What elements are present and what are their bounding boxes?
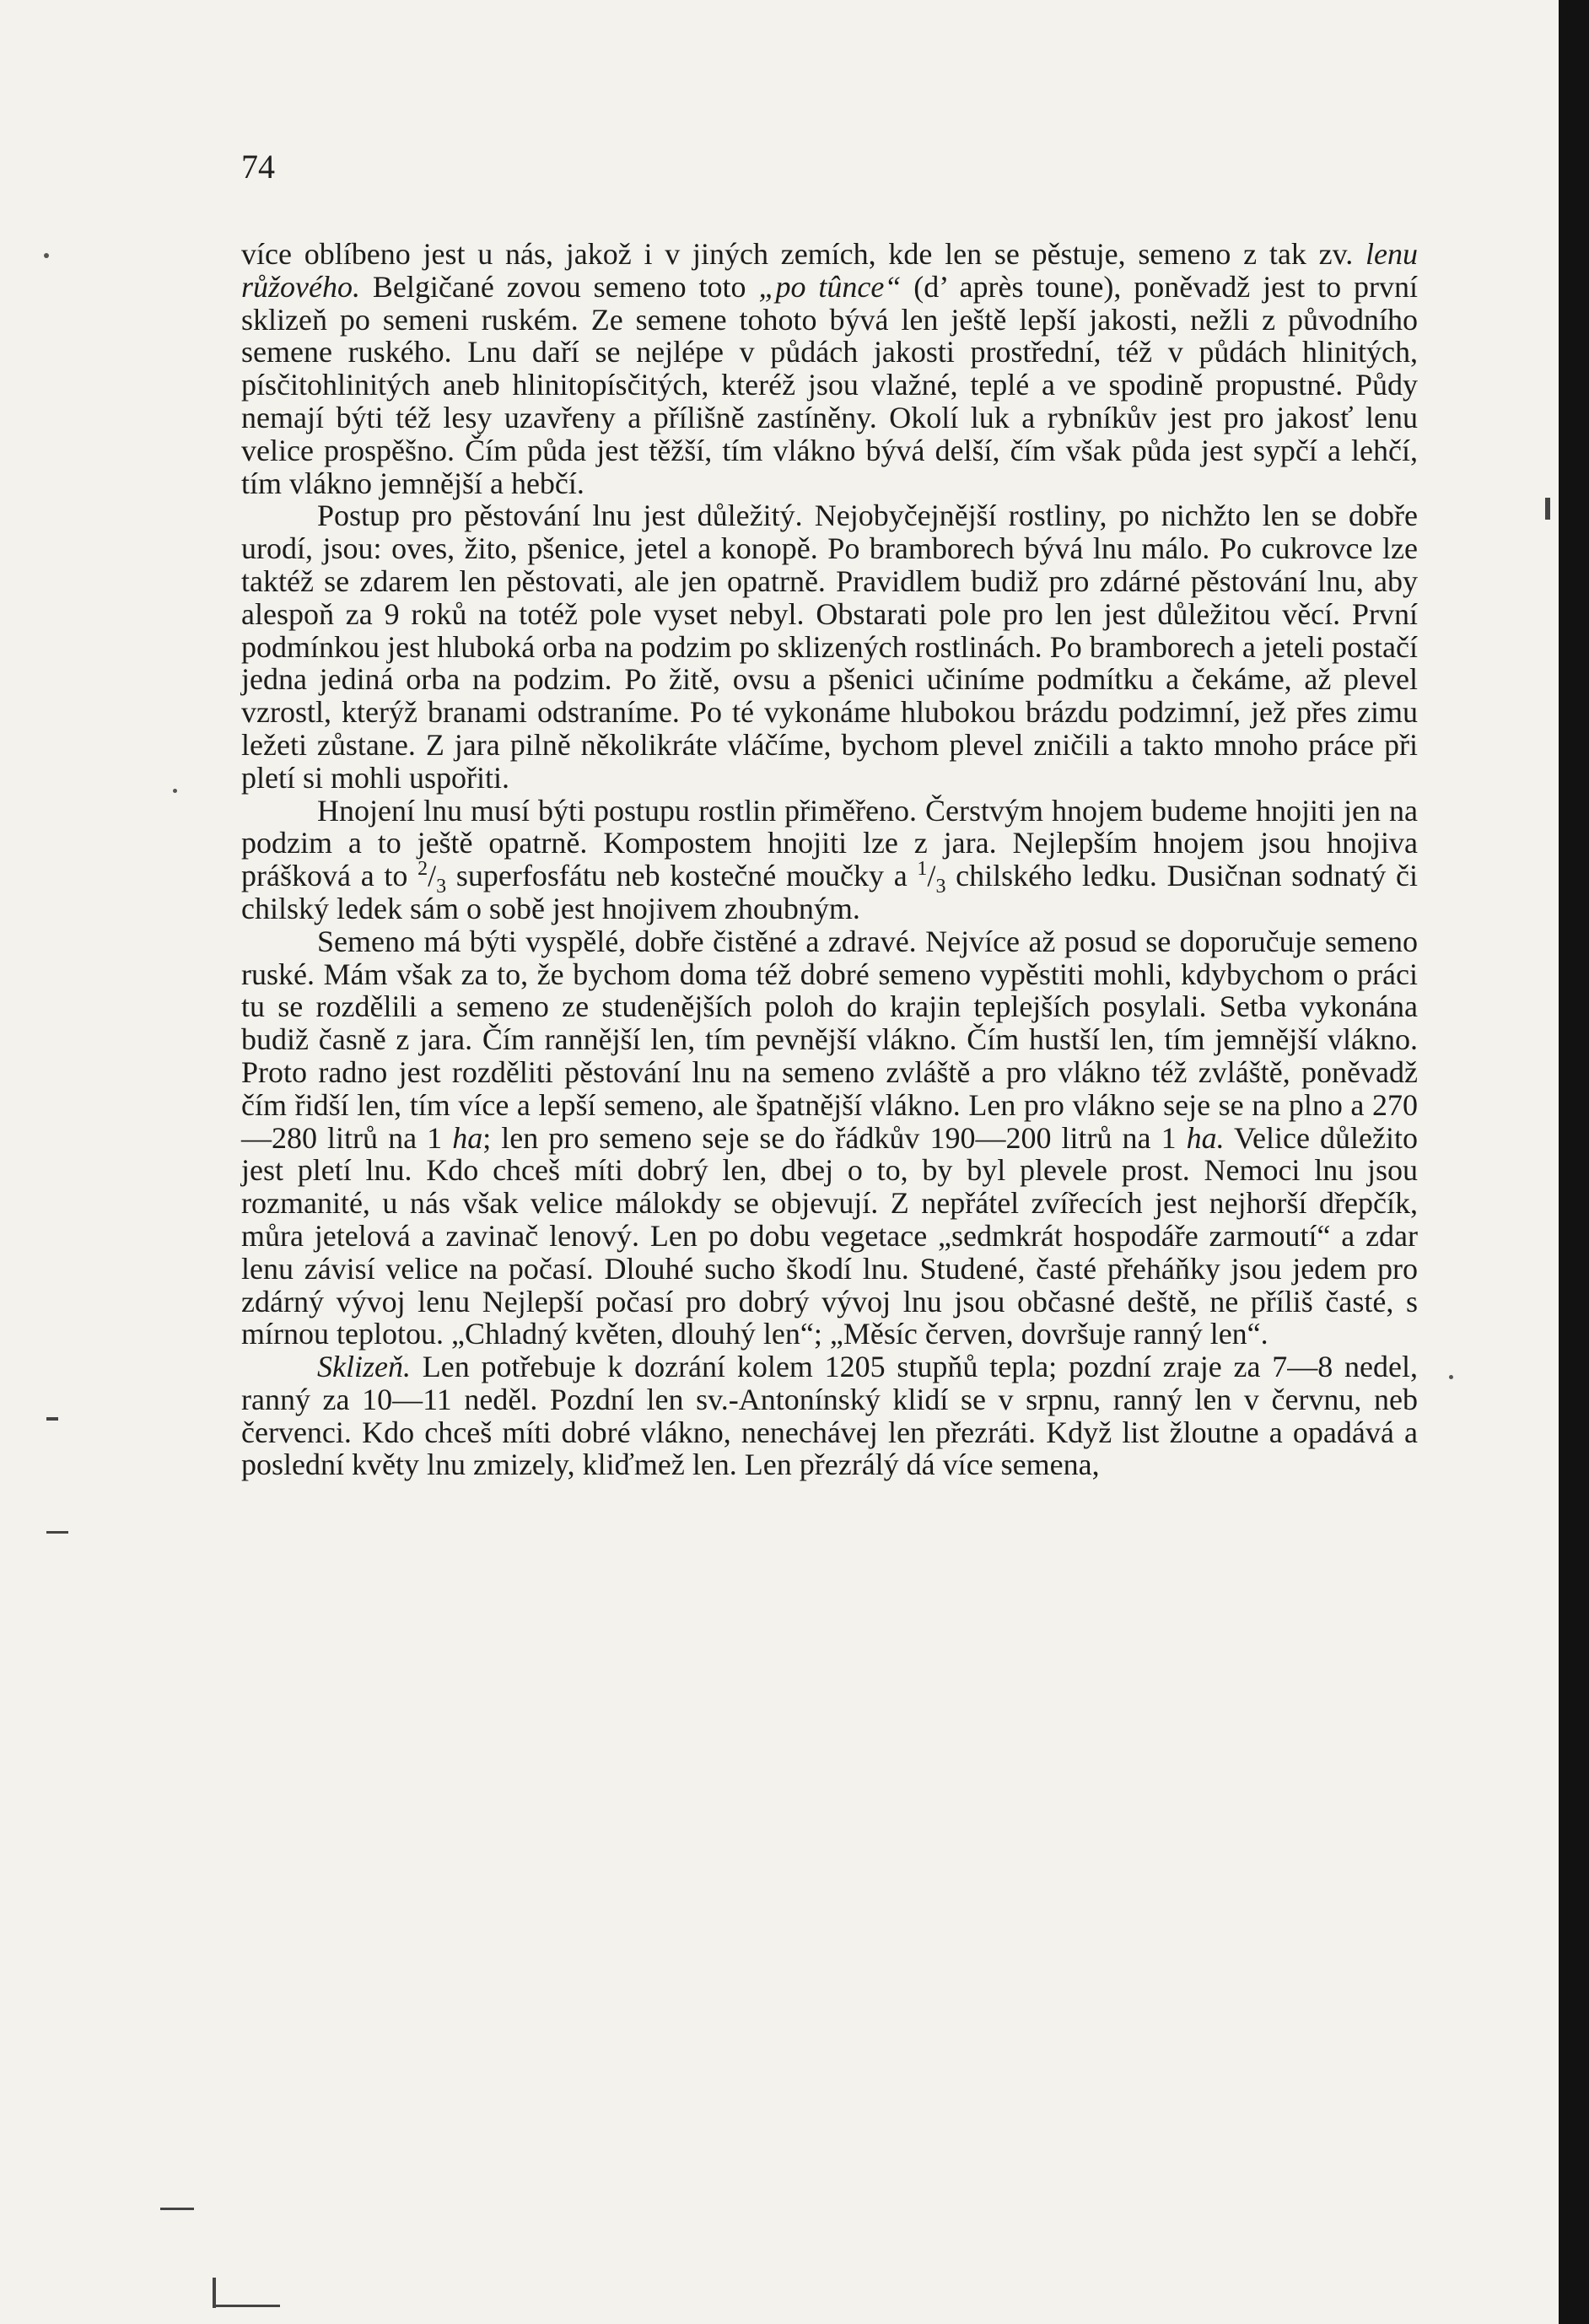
scan-mark xyxy=(160,2208,194,2210)
text-run: Belgičané zovou semeno toto xyxy=(359,269,759,304)
scan-border xyxy=(1559,0,1589,2324)
text-run: superfosfátu neb kostečné moučky a xyxy=(446,859,918,893)
scan-mark xyxy=(213,2278,216,2308)
text-run: Hnojení lnu musí býti postupu rostlin přiměřeno. Čerstvým hnojem budeme hnojiti jen na podzim a to ještě opatrně. Kompostem hnojiti lze z jara. Nejlepším hnojem jsou hnojiva prášková a to xyxy=(241,793,1418,893)
italic-text: „po tûnce“ xyxy=(758,269,902,304)
scan-speck xyxy=(173,789,177,793)
scan-mark xyxy=(46,1417,58,1421)
text-run: (d’ après toune), poněvadž jest to první sklizeň po semeni ruském. Ze semene tohoto bývá len ještě lepší jakosti, nežli z původního semene ruského. Lnu daří se nejlépe v půdách jakosti prostřední, též v půdách hlinitých, písčitohlinitých aneb hlinitopísčitých, kteréž jsou vlažné, teplé a ve spodině propustné. Půdy nemají býti též lesy uzavřeny a přílišně zastíněny. Okolí luk a rybníkův jest pro jakosť lenu velice prospěšno. Čím půda jest těžší, tím vlákno bývá delší, čím však půda jest sypčí a lehčí, tím vlákno jemnější a hebčí. xyxy=(241,269,1418,500)
text-run: ; len pro semeno seje se do řádkův 190—200 litrů na 1 xyxy=(482,1120,1187,1155)
text-run: / xyxy=(428,859,437,893)
scan-mark xyxy=(213,2305,280,2307)
fraction-part: 3 xyxy=(436,876,447,898)
text-run: chilského ledku. Dusičnan sodnatý či chilský ledek sám o sobě jest hnojivem zhoubným. xyxy=(241,859,1419,925)
text-run: Len potřebuje k dozrání kolem 1205 stupňů tepla; pozdní zraje za 7—8 nedel, ranný za 10—11 neděl. Pozdní len sv.-Antonínský klidí se v srpnu, ranný len v červnu, neb červenci. Kdo chceš míti dobré vlákno, nenechávej len přezráti. Když list žloutne a opadává a poslední květy lnu zmizely, kliďmež len. Len přezrálý dá více semena, xyxy=(241,1350,1418,1482)
italic-text: ha. xyxy=(1186,1120,1225,1155)
text-run: / xyxy=(927,859,936,893)
text-run: více oblíbeno jest u nás, jakož i v jiných zemích, kde len se pěstuje, semeno z tak zv. xyxy=(241,237,1366,271)
page-text xyxy=(241,238,1418,1481)
paragraph xyxy=(241,499,1418,794)
paragraph xyxy=(241,238,1418,499)
paragraph xyxy=(241,1351,1418,1481)
text-run: Postup pro pěstování lnu jest důležitý. Nejobyčejnější rostliny, po nichžto len se dobře urodí, jsou: oves, žito, pšenice, jetel a konopě. Po bramborech bývá lnu málo. Po cukrovce lze taktéž se zdarem len pěstovati, ale jen opatrně. Pravidlem budiž pro zdárné pěstování lnu, aby alespoň za 9 roků na totéž pole vyset nebyl. Obstarati pole pro len jest důležitou věcí. První podmínkou jest hluboká orba na podzim po sklizených rostlinách. Po bramborech a jeteli postačí jedna jediná orba na podzim. Po žitě, ovsu a pšenici učiníme podmítku a čekáme, až plevel vzrostl, kterýž branami odstraníme. Po té vykonáme hlubokou brázdu podzimní, jež přes zimu ležeti zůstane. Z jara pilně několikráte vláčíme, bychom plevel zničili a takto mnoho práce při pletí si mohli uspořiti. xyxy=(241,499,1418,795)
italic-text: Sklizeň. xyxy=(317,1350,411,1384)
paragraph xyxy=(241,795,1418,925)
scan-speck xyxy=(1449,1375,1453,1379)
text-run: Velice důležito jest pletí lnu. Kdo chceš míti dobrý len, dbej o to, by byl plevele prost. Nemoci lnu jsou rozmanité, u nás však velice málokdy se objevují. Z nepřátel zvířecích jest nejhorší dřepčík, můra jetelová a zavinač lenový. Len po dobu vegetace „sedmkrát hospodáře zarmoutí“ a zdar lenu závisí velice na počasí. Dlouhé sucho škodí lnu. Studené, časté přeháňky jsou jedem pro zdárný vývoj lenu Nejlepší počasí pro dobrý vývoj lnu jsou občasné deště, ne příliš časté, s mírnou teplotou. „Chladný květen, dlouhý len“; „Měsíc červen, dovršuje ranný len“. xyxy=(241,1120,1419,1351)
italic-text: lenu růžového. xyxy=(241,237,1418,304)
italic-text: ha xyxy=(452,1120,483,1155)
scan-speck xyxy=(44,253,49,258)
fraction-part: 3 xyxy=(935,876,946,898)
fraction-part: 1 xyxy=(917,858,928,881)
fraction-part: 2 xyxy=(417,858,428,881)
scan-mark xyxy=(1545,498,1550,520)
page-number: 74 xyxy=(241,148,275,186)
paragraph xyxy=(241,925,1418,1351)
text-run: Semeno má býti vyspělé, dobře čistěné a zdravé. Nejvíce až posud se doporučuje semeno ruské. Mám však za to, že bychom doma též dobré semeno vypěstiti mohli, kdybychom o práci tu se rozdělili a semeno ze studenějších poloh do krajin teplejších posylali. Setba vykonána budiž časně z jara. Čím rannější len, tím pevnější vlákno. Čím hustší len, tím jemnější vlákno. Proto radno jest rozděliti pěstování lnu na semeno zvláště a pro vlákno též zvláště, poněvadž čím řidší len, tím více a lepší semeno, ale špatnější vlákno. Len pro vlákno seje se na plno a 270—280 litrů na 1 xyxy=(241,924,1418,1155)
scan-mark xyxy=(46,1531,68,1534)
